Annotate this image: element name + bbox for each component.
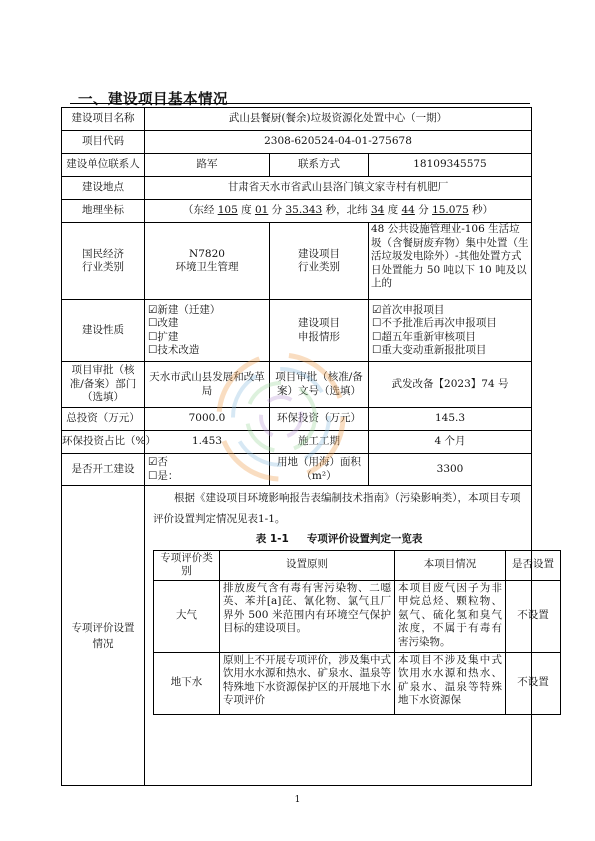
label-coords: 地理坐标 (62, 200, 145, 223)
value-project-name: 武山县餐厨(餐余)垃圾资源化处置中心（一期） (145, 108, 532, 131)
label-industry: 国民经济 行业类别 (62, 223, 145, 300)
label-investment: 总投资（万元） (62, 408, 145, 431)
label-area: 用地（用海）面积（m²） (270, 454, 369, 486)
row-decision: 不设置 (506, 580, 561, 652)
header-decision: 是否设置 (506, 550, 561, 580)
row-approval (62, 362, 532, 408)
nature-options (145, 300, 270, 362)
row-location (62, 177, 532, 200)
row-principle: 排放废气含有毒有害污染物、二噁英、苯并[a]芘、氰化物、氯气且厂界外 500 米范围内有环境空气保护目标的建设项目。 (220, 580, 395, 652)
label-started: 是否开工建设 (62, 454, 145, 486)
label-project-category: 建设项目 行业类别 (270, 223, 369, 300)
label-project-name: 建设项目名称 (62, 108, 145, 131)
row-coords (62, 200, 532, 223)
value-phone: 18109345575 (369, 154, 532, 177)
page-number: 1 (294, 795, 301, 805)
row-special (62, 486, 532, 786)
table-row (154, 652, 561, 714)
row-situation: 本项目废气因子为非甲烷总烃、颗粒物、氨气、硫化氢和臭气浓度，不属于有毒有害污染物。 (395, 580, 506, 652)
label-env-investment: 环保投资（万元） (270, 408, 369, 431)
value-location: 甘肃省天水市省武山县洛门镇文家寺村有机肥厂 (145, 177, 532, 200)
row-decision: 不设置 (506, 652, 561, 714)
label-period: 施工工期 (270, 431, 369, 454)
value-project-category: 48 公共设施管理业-106 生活垃圾（含餐厨废弃物）集中处置（生活垃圾发电除外）-其他处置方式日处置能力 50 吨以下 10 吨及以上的 (369, 223, 532, 300)
started-option-yes[interactable]: ☐是： (148, 469, 179, 482)
special-paragraph: 根据《建设项目环境影响报告表编制技术指南》（污染影响类），本项目专项评价设置判定情况见表1-1。 (153, 492, 521, 525)
value-area: 3300 (369, 454, 532, 486)
value-env-investment: 145.3 (369, 408, 532, 431)
value-period: 4 个月 (369, 431, 532, 454)
nature-option-tech[interactable]: ☐技术改造 (148, 344, 200, 356)
report-options (369, 300, 532, 362)
row-ratio (62, 431, 532, 454)
label-special: 专项评价设置情况 (62, 486, 145, 786)
value-approval-doc: 武发改备【2023】74 号 (369, 362, 532, 408)
row-principle: 原则上不开展专项评价，涉及集中式饮用水水源和热水、矿泉水、温泉等特殊地下水资源保护区的开展地下水专项评价 (220, 652, 395, 714)
value-coords: （东经 105 度 01 分 35.343 秒，北纬 34 度 44 分 15.075 秒） (145, 200, 532, 223)
value-project-code: 2308-620524-04-01-275678 (145, 131, 532, 154)
label-phone: 联系方式 (270, 154, 369, 177)
row-project-code (62, 131, 532, 154)
special-content (145, 486, 554, 786)
table-row (154, 580, 561, 652)
row-project-name (62, 108, 532, 131)
table-caption: 表 1-1 专项评价设置判定一览表 (255, 533, 423, 545)
nature-option-rebuild[interactable]: ☐改建 (148, 317, 179, 329)
started-option-no[interactable]: ☑否 (148, 456, 168, 468)
special-eval-table (153, 550, 561, 715)
nature-option-expand[interactable]: ☐扩建 (148, 330, 179, 343)
heading-rule (70, 103, 530, 104)
row-nature (62, 300, 532, 362)
label-approval-dept: 项目审批（核准/备案）部门（选填） (62, 362, 145, 408)
label-nature: 建设性质 (62, 300, 145, 362)
project-info-table (61, 107, 554, 786)
label-approval-doc: 项目审批（核准/备案）文号（选填） (270, 362, 369, 408)
row-category: 大气 (154, 580, 220, 652)
row-category: 地下水 (154, 652, 220, 714)
row-industry (62, 223, 532, 300)
value-contact: 路军 (145, 154, 270, 177)
value-env-ratio: 1.453 (145, 431, 270, 454)
report-option-five-years[interactable]: ☐超五年重新审核项目 (372, 330, 476, 343)
label-project-code: 项目代码 (62, 131, 145, 154)
section-heading: 一、建设项目基本情况 (78, 92, 228, 108)
row-started (62, 454, 532, 486)
special-table-header (154, 550, 561, 580)
value-industry: N7820 环境卫生管理 (145, 223, 270, 300)
label-env-ratio: 环保投资占比（%） (62, 431, 145, 454)
label-contact: 建设单位联系人 (62, 154, 145, 177)
row-investment (62, 408, 532, 431)
header-category: 专项评价类别 (154, 550, 220, 580)
row-situation: 本项目不涉及集中式饮用水水源和热水、矿泉水、温泉等特殊地下水资源保 (395, 652, 506, 714)
row-contact (62, 154, 532, 177)
value-investment: 7000.0 (145, 408, 270, 431)
started-options (145, 454, 270, 486)
report-option-first[interactable]: ☑首次申报项目 (372, 303, 445, 316)
header-situation: 本项目情况 (395, 550, 506, 580)
label-location: 建设地点 (62, 177, 145, 200)
nature-option-new[interactable]: ☑新建（迁建） (148, 303, 221, 316)
header-principle: 设置原则 (220, 550, 395, 580)
label-report-type: 建设项目 申报情形 (270, 300, 369, 362)
report-option-reapply[interactable]: ☐不予批准后再次申报项目 (372, 317, 497, 329)
value-approval-dept: 天水市武山县发展和改革局 (145, 362, 270, 408)
report-option-major-change[interactable]: ☐重大变动重新报批项目 (372, 344, 487, 356)
